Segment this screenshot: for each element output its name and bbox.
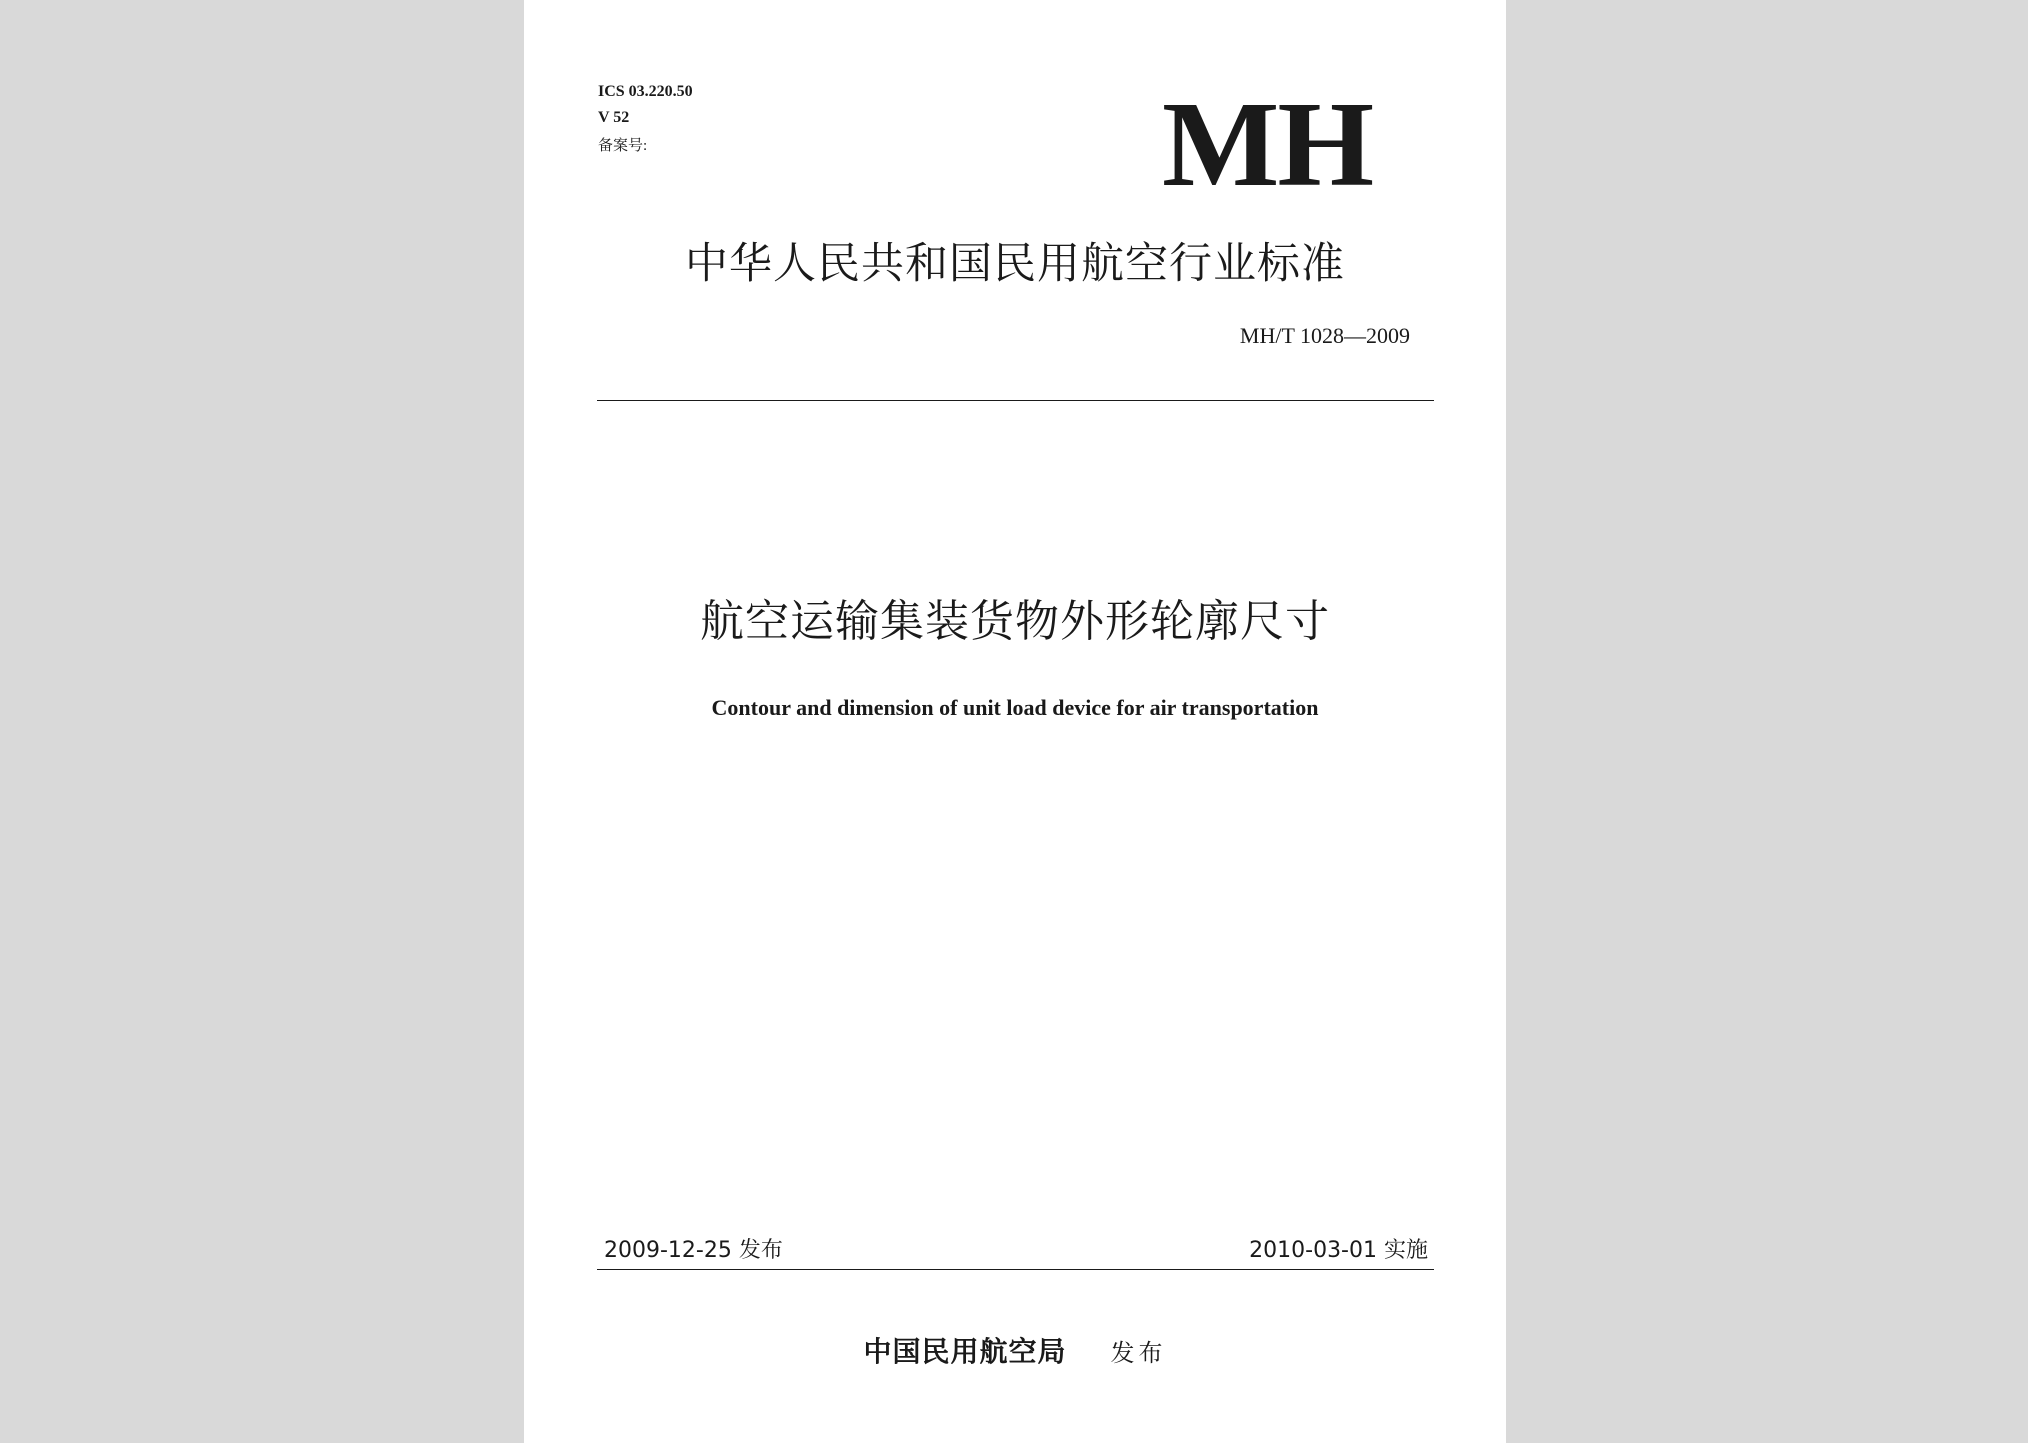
document-page [524,0,1506,1443]
document-title-en: Contour and dimension of unit load device for air transportation [711,695,1319,720]
standard-code: MH/T 1028—2009 [1239,323,1410,348]
bottom-divider [597,1269,1434,1270]
classification-code: V 52 [598,109,630,126]
ics-code: ICS 03.220.50 [598,83,693,100]
standard-category-title: 中华人民共和国民用航空行业标准 [685,239,1345,289]
mh-logo: MH [1161,77,1373,212]
issuer-action: 发布 [1110,1339,1167,1367]
issuer-line [524,1334,1506,1371]
publish-date: 2009-12-25 发布 [604,1238,783,1263]
implement-date: 2010-03-01 实施 [1249,1238,1428,1263]
document-title-cn: 航空运输集装货物外形轮廓尺寸 [700,596,1330,647]
record-number-label: 备案号: [598,138,648,154]
top-divider [597,400,1434,401]
issuer-org: 中国民用航空局 [863,1335,1067,1368]
